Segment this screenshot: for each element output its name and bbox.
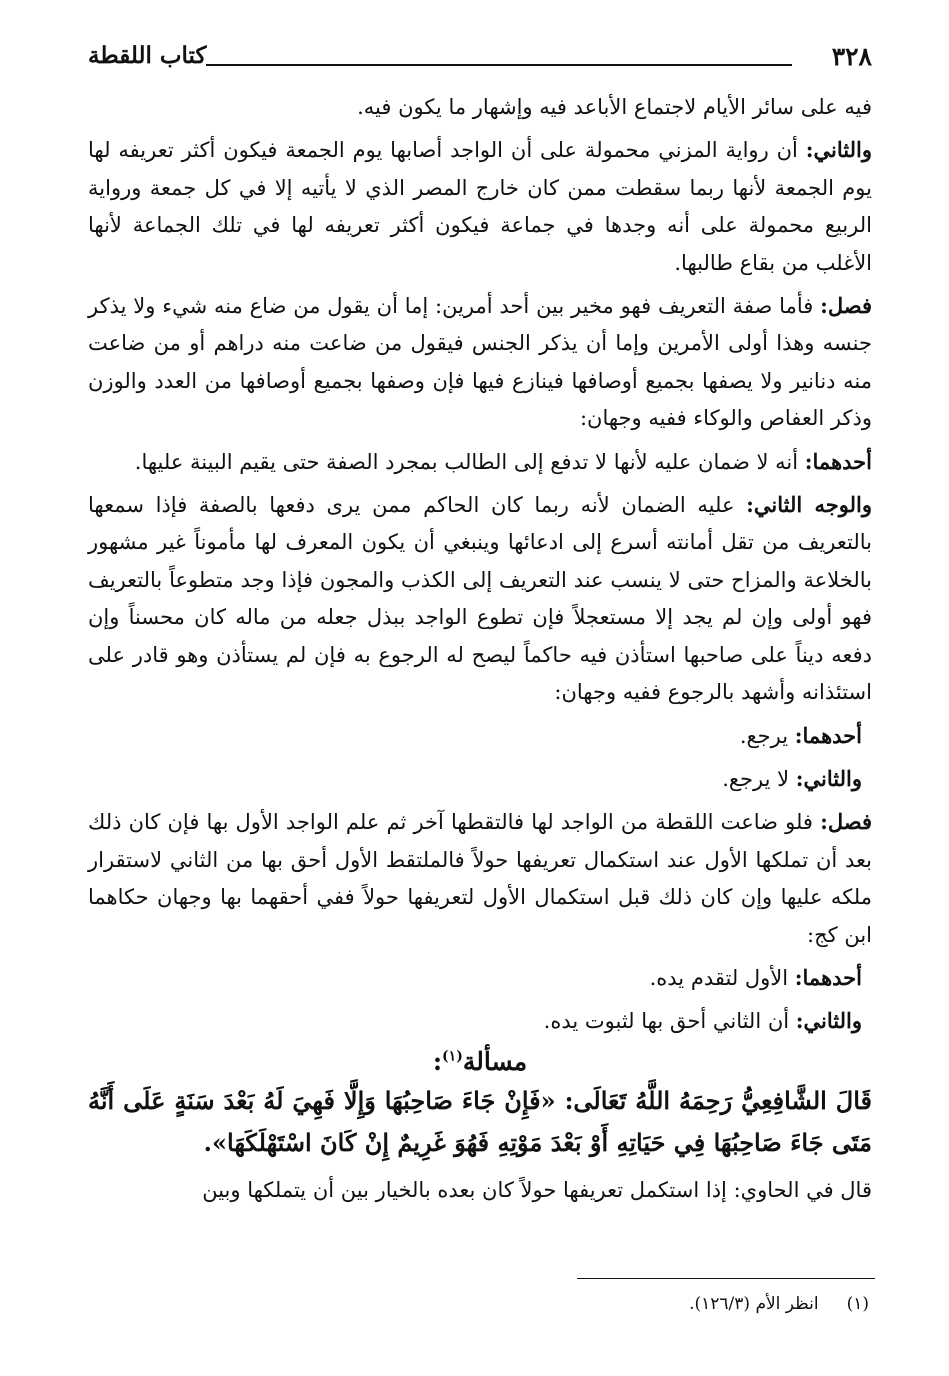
paragraph-lead: والثاني: — [795, 765, 862, 791]
footnote — [689, 1294, 869, 1314]
paragraph — [88, 88, 872, 126]
paragraph-lead: والثاني: — [795, 1008, 862, 1034]
paragraph — [88, 131, 872, 282]
paragraph-text: يرجع. — [739, 723, 795, 748]
paragraph — [88, 959, 872, 997]
paragraph-text: أن رواية المزني محمولة على أن الواجد أصابها يوم الجمعة فيكون أكثر تعريفه لها يوم الجمعة لأنها ربما سقطت ممن كان خارج المصر الذي لا يأتيه إلا في كل جمعة ورواية الربيع محمولة على أنه وجدها في جماعة فيكون أكثر تعريفه لها في تلك الجماعة لأنها الأغلب من بقاع طالبها. — [88, 138, 872, 275]
paragraph-text: فيه على سائر الأيام لاجتماع الأباعد فيه وإشهار ما يكون فيه. — [357, 95, 872, 119]
footnote-marker: (١) — [442, 1048, 463, 1065]
page-body — [88, 88, 872, 1214]
paragraph-text: لا يرجع. — [722, 766, 796, 791]
paragraph-lead: أحدهما: — [794, 964, 862, 990]
paragraph — [88, 287, 872, 438]
paragraph — [88, 443, 872, 481]
paragraph-lead: والثاني: — [805, 137, 872, 163]
paragraph-text: الأول لتقدم يده. — [649, 965, 795, 990]
paragraph-lead: أحدهما: — [794, 722, 862, 748]
shafii-quote: قَالَ الشَّافِعِيُّ رَحِمَهُ اللَّهُ تَعَالَى: «فَإِنْ جَاءَ صَاحِبُهَا وَإِلَّا فَهِيَ لَهُ بَعْدَ سَنَةٍ عَلَى أَنَّهُ مَتَى جَاءَ صَاحِبُهَا فِي حَيَاتِهِ أَوْ بَعْدَ مَوْتِهِ فَهُوَ غَرِيمٌ إِنْ كَانَ اسْتَهْلَكَهَا». — [88, 1085, 872, 1157]
paragraph-lead: أحدهما: — [804, 448, 872, 474]
book-title: كتاب اللقطة — [88, 42, 207, 69]
paragraph-text: أنه لا ضمان عليه لأنها لا تدفع إلى الطالب بمجرد الصفة حتى يقيم البينة عليها. — [134, 449, 805, 474]
header-rule — [206, 64, 792, 66]
section-heading: مسألة$^{(١)}$: — [432, 1046, 528, 1076]
paragraph-text: فأما صفة التعريف فهو مخير بين أحد أمرين: إما أن يقول من ضاع منه شيء ولا يذكر جنسه وهذا أولى الأمرين وإما أن يذكر الجنس فيقول من ضاعت منه دراهم أو من ضاعت منه دنانير ولا يصفها بجميع أوصافها فينازع فيها فإن وصفها بجميع أوصافها من العدد والوزن وذكر العفاص والوكاء ففيه وجهان: — [88, 294, 872, 431]
footnote-rule — [577, 1278, 875, 1279]
paragraph-text: أن الثاني أحق بها لثبوت يده. — [543, 1009, 796, 1034]
paragraph-text: عليه الضمان لأنه ربما كان الحاكم ممن يرى دفعها بالصفة فإذا سمعها بالتعريف من تقل أمانته أسرع إلى ادعائها وينبغي أن يكون المعرف لها مأموناً غير مشهور بالخلاعة والمزاح حتى لا ينسب عند التعريف إلى الكذب والمجون فإذا وجد متطوعاً بالتعريف فهو أولى وإن لم يجد إلا مستعجلاً فإن تطوع الواجد ببذل جعله من ماله كان محسناً وإن دفعه ديناً على صاحبها استأذن فيه حاكماً ليصح له الرجوع به فإن لم يستأذن وهو قادر على استئذانه وأشهد بالرجوع ففيه وجهان: — [88, 493, 872, 705]
paragraph-lead: والوجه الثاني: — [746, 492, 873, 518]
paragraph-lead: فصل: — [820, 293, 872, 319]
paragraph — [88, 803, 872, 954]
paragraph — [88, 760, 872, 798]
section-heading-title: مسألة — [462, 1046, 528, 1076]
paragraph — [88, 1002, 872, 1040]
paragraph-lead: فصل: — [820, 809, 872, 835]
paragraph — [88, 486, 872, 711]
closing-paragraph: قال في الحاوي: إذا استكمل تعريفها حولاً كان بعده بالخيار بين أن يتملكها وبين — [202, 1177, 872, 1202]
page-header — [88, 38, 872, 78]
footnote-text: انظر الأم (١٢٦/٣). — [689, 1294, 819, 1314]
paragraph-text: فلو ضاعت اللقطة من الواجد لها فالتقطها آخر ثم علم الواجد الأول بها فإن كان ذلك بعد أن تملكها الأول عند استكمال تعريفها حولاً فالملتقط الأول أحق بها من الثاني لاستقرار ملكه عليها وإن كان ذلك قبل استكمال الأول لتعريفها حولاً ففي أحقهما بها وجهان حكاهما ابن كج: — [88, 810, 872, 947]
page-number: ٣٢٨ — [831, 42, 872, 71]
paragraph — [88, 717, 872, 755]
footnote-number: (١) — [846, 1294, 869, 1314]
